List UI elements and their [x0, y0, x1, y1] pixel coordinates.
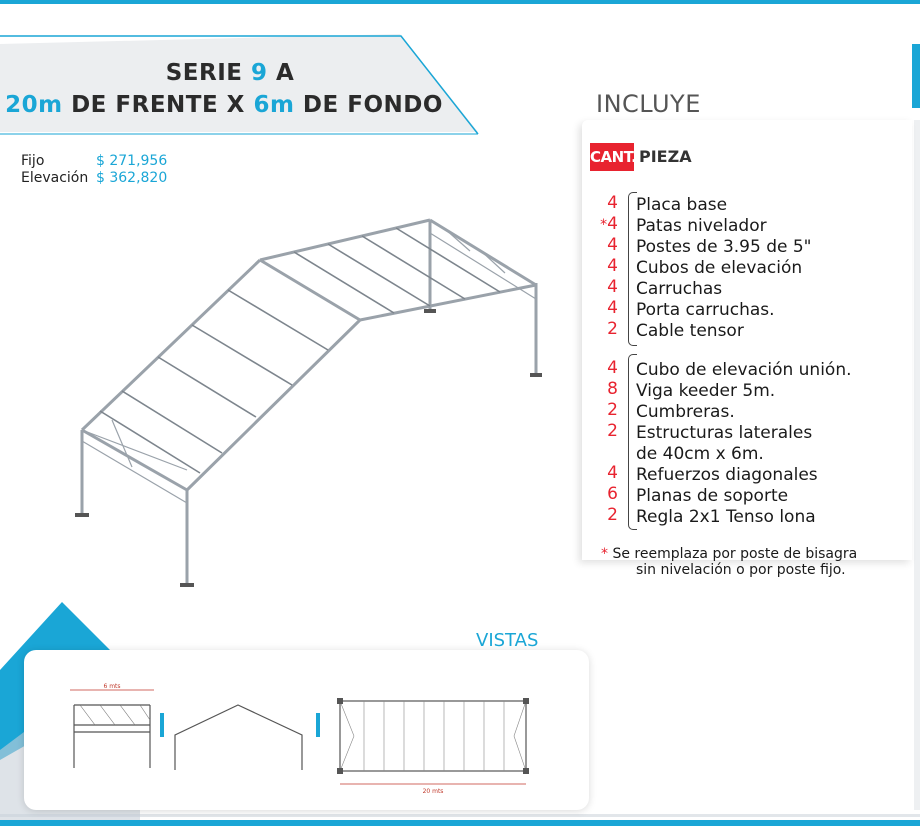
right-accent-bar: [912, 44, 920, 108]
price-label-fijo: Fijo: [21, 153, 45, 169]
title-banner: [0, 34, 480, 138]
includes-title: INCLUYE: [596, 90, 701, 118]
item-qty: 6: [607, 484, 618, 504]
item-qty: *4: [600, 214, 618, 234]
item-qty: 4: [607, 463, 618, 483]
item-qty: 2: [607, 421, 618, 441]
item-qty: 2: [607, 505, 618, 525]
item-qty: 4: [607, 193, 618, 213]
quantity-header-badge: CANT.: [590, 143, 634, 171]
item-name: Cubos de elevación: [636, 258, 803, 278]
top-view-drawing: [334, 696, 534, 796]
product-series-title: SERIE 9 A: [165, 60, 295, 86]
piece-header: PIEZA: [639, 147, 692, 166]
view-separator: [316, 713, 320, 737]
item-name-continued: de 40cm x 6m.: [636, 444, 764, 464]
item-name: Viga keeder 5m.: [636, 381, 776, 401]
price-value-elevacion: $ 362,820: [96, 170, 168, 186]
item-qty: 4: [607, 256, 618, 276]
top-accent-bar: [0, 0, 920, 4]
item-name: Patas nivelador: [636, 216, 767, 236]
series-number: 9: [250, 60, 268, 86]
replacement-note: * Se reemplaza por poste de bisagra sin nivelación o por poste fijo.: [601, 546, 858, 578]
side-dimension-label: 6 mts: [103, 683, 121, 690]
item-name: Estructuras laterales: [636, 423, 813, 443]
item-qty: 8: [607, 379, 618, 399]
item-qty: 2: [607, 319, 618, 339]
replacement-marker: *: [600, 217, 608, 233]
views-title: VISTAS: [476, 630, 539, 651]
item-qty: 4: [607, 298, 618, 318]
item-name: Postes de 3.95 de 5": [636, 237, 812, 257]
item-name: Regla 2x1 Tenso lona: [636, 507, 816, 527]
tent-structure-illustration: [60, 205, 560, 605]
item-name: Cubo de elevación unión.: [636, 360, 852, 380]
price-label-elevacion: Elevación: [21, 170, 89, 186]
item-name: Placa base: [636, 195, 728, 215]
item-name: Porta carruchas.: [636, 300, 775, 320]
front-view-drawing: [170, 700, 310, 775]
product-dimensions-title: 20m DE FRENTE X 6m DE FONDO: [5, 92, 443, 118]
item-qty: 4: [607, 235, 618, 255]
item-qty: 4: [607, 277, 618, 297]
right-edge-strip: [914, 120, 920, 810]
item-name: Cumbreras.: [636, 402, 735, 422]
item-name: Cable tensor: [636, 321, 744, 341]
item-qty: 2: [607, 400, 618, 420]
view-separator: [160, 713, 164, 737]
item-qty: 4: [607, 358, 618, 378]
price-value-fijo: $ 271,956: [96, 153, 168, 169]
side-view-drawing: [60, 680, 170, 775]
item-name: Planas de soporte: [636, 486, 789, 506]
item-name: Carruchas: [636, 279, 723, 299]
item-name: Refuerzos diagonales: [636, 465, 818, 485]
top-dimension-label: 20 mts: [422, 788, 444, 795]
